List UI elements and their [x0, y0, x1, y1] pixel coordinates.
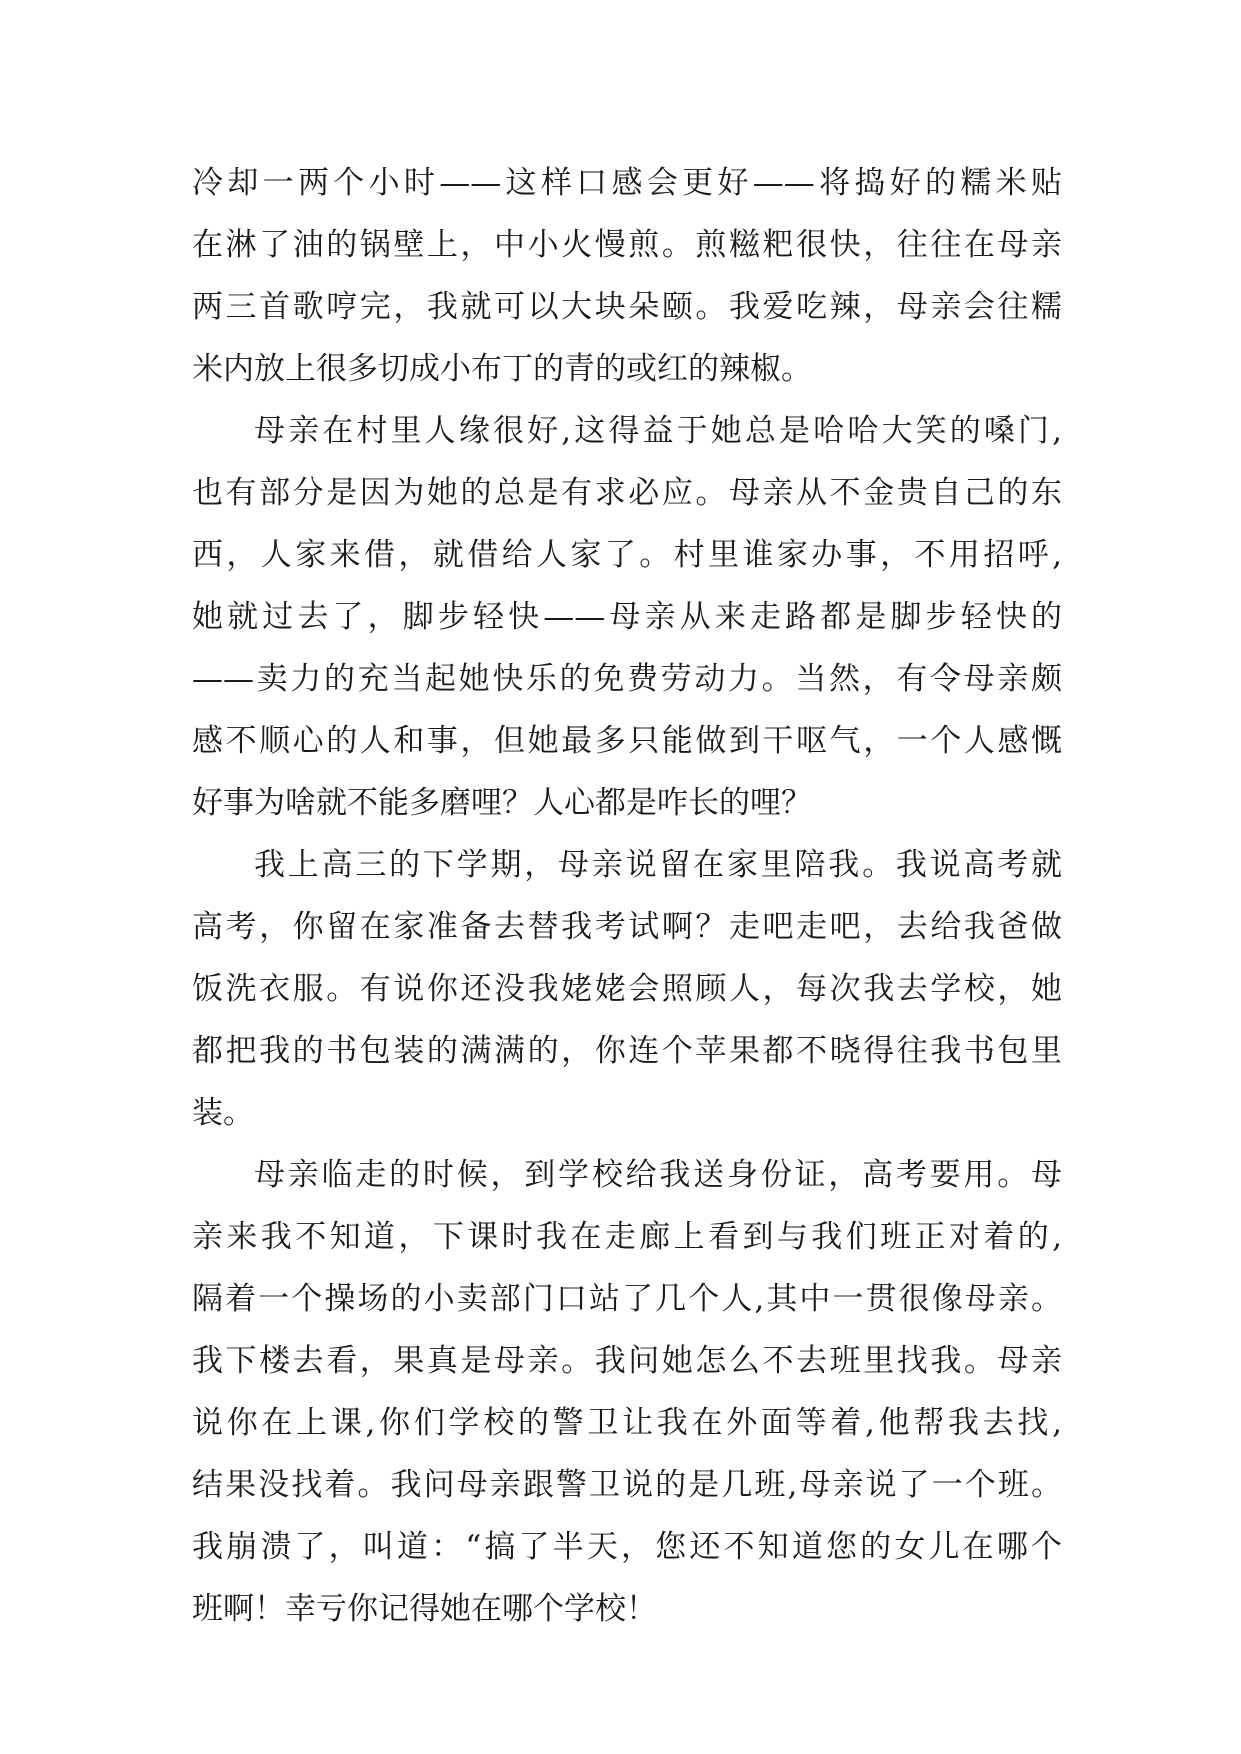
text-line: 感不顺心的人和事，但她最多只能做到干呕气，一个人感慨: [192, 723, 1062, 759]
text-line: 饭洗衣服。有说你还没我姥姥会照顾人，每次我去学校，她: [192, 971, 1062, 1007]
text-line: 她就过去了，脚步轻快——母亲从来走路都是脚步轻快的: [192, 599, 1062, 635]
text-line: 母亲临走的时候，到学校给我送身份证，高考要用。母: [254, 1157, 1062, 1193]
text-line: 在淋了油的锅壁上，中小火慢煎。煎糍粑很快，往往在母亲: [192, 227, 1062, 263]
text-line: 西，人家来借，就借给人家了。村里谁家办事，不用招呼,: [192, 537, 1062, 573]
body-text: [192, 152, 1062, 1640]
text-line: 好事为啥就不能多磨哩？人心都是咋长的哩？: [192, 785, 812, 821]
text-line: 也有部分是因为她的总是有求必应。母亲从不金贵自己的东: [192, 475, 1062, 511]
paragraph: [192, 1144, 1062, 1640]
text-line: 都把我的书包装的满满的，你连个苹果都不晓得往我书包里: [192, 1033, 1062, 1069]
text-line: 隔着一个操场的小卖部门口站了几个人,其中一贯很像母亲。: [192, 1281, 1062, 1317]
text-line: 说你在上课,你们学校的警卫让我在外面等着,他帮我去找,: [192, 1405, 1062, 1441]
text-line: 米内放上很多切成小布丁的青的或红的辣椒。: [192, 351, 812, 387]
paragraph: [192, 400, 1062, 834]
text-line: 亲来我不知道，下课时我在走廊上看到与我们班正对着的,: [192, 1219, 1062, 1255]
text-line: ——卖力的充当起她快乐的免费劳动力。当然，有令母亲颇: [192, 661, 1062, 697]
text-line: 母亲在村里人缘很好,这得益于她总是哈哈大笑的嗓门,: [254, 413, 1062, 449]
text-line: 我上高三的下学期，母亲说留在家里陪我。我说高考就: [254, 847, 1062, 883]
text-line: 装。: [192, 1095, 254, 1131]
text-line: 两三首歌哼完，我就可以大块朵颐。我爱吃辣，母亲会往糯: [192, 289, 1062, 325]
text-line: 我崩溃了，叫道：“搞了半天，您还不知道您的女儿在哪个: [192, 1529, 1062, 1565]
text-line: 结果没找着。我问母亲跟警卫说的是几班,母亲说了一个班。: [192, 1467, 1062, 1503]
text-line: 冷却一两个小时——这样口感会更好——将捣好的糯米贴: [192, 165, 1062, 201]
paragraph: [192, 834, 1062, 1144]
text-line: 我下楼去看，果真是母亲。我问她怎么不去班里找我。母亲: [192, 1343, 1062, 1379]
paragraph: [192, 152, 1062, 400]
text-line: 高考，你留在家准备去替我考试啊？走吧走吧，去给我爸做: [192, 909, 1062, 945]
text-line: 班啊！幸亏你记得她在哪个学校！: [192, 1591, 657, 1627]
